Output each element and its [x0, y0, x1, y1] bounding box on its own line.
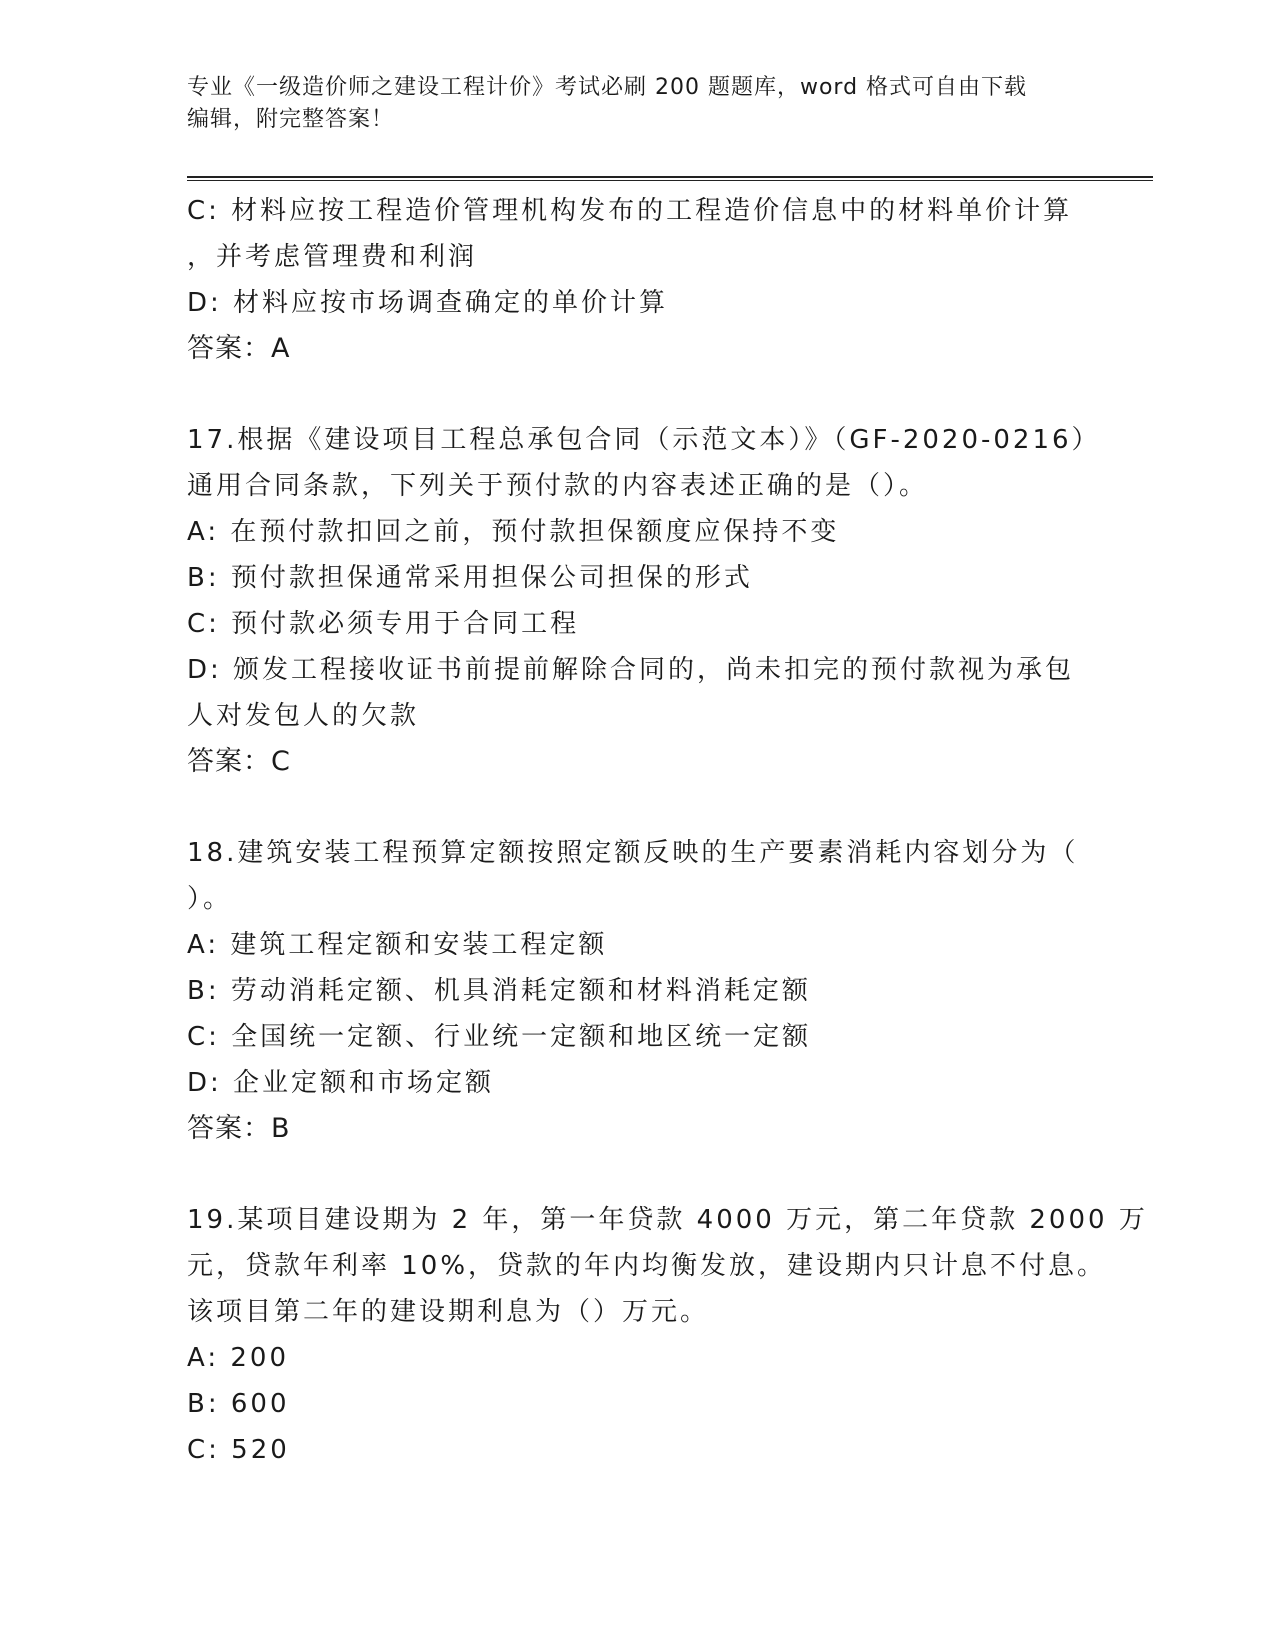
answer: 答案：C — [187, 746, 291, 777]
option-c-continued: ，并考虑管理费和利润 — [187, 242, 478, 272]
question-stem: 19.某项目建设期为 2 年，第一年贷款 4000 万元，第二年贷款 2000 万 — [187, 1205, 1148, 1235]
page-header — [187, 72, 1067, 136]
option-b: B: 劳动消耗定额、机具消耗定额和材料消耗定额 — [187, 976, 811, 1006]
option-a: A: 建筑工程定额和安装工程定额 — [187, 930, 608, 960]
question-stem-continued: 通用合同条款，下列关于预付款的内容表述正确的是（）。 — [187, 471, 929, 501]
question-stem: 18.建筑安装工程预算定额按照定额反映的生产要素消耗内容划分为（ — [187, 838, 1079, 868]
header-divider — [187, 176, 1153, 181]
option-d: D: 企业定额和市场定额 — [187, 1068, 495, 1098]
option-b: B: 预付款担保通常采用担保公司担保的形式 — [187, 563, 753, 593]
option-d-continued: 人对发包人的欠款 — [187, 701, 420, 731]
question-18 — [187, 830, 1079, 1152]
option-d: D: 颁发工程接收证书前提前解除合同的，尚未扣完的预付款视为承包 — [187, 655, 1075, 685]
header-line-2: 编辑，附完整答案！ — [187, 107, 395, 132]
question-list — [187, 188, 1148, 1473]
question-stem: 17.根据《建设项目工程总承包合同（示范文本）》（GF-2020-0216） — [187, 425, 1101, 455]
question-19 — [187, 1197, 1148, 1473]
option-d: D: 材料应按市场调查确定的单价计算 — [187, 288, 669, 318]
option-a: A: 在预付款扣回之前，预付款担保额度应保持不变 — [187, 517, 840, 547]
header-line-1: 专业《一级造价师之建设工程计价》考试必刷 200 题题库，word 格式可自由下载 — [187, 75, 1028, 100]
option-c: C: 520 — [187, 1435, 290, 1465]
option-c: C: 全国统一定额、行业统一定额和地区统一定额 — [187, 1022, 812, 1052]
question-stem-continued: 该项目第二年的建设期利息为（）万元。 — [187, 1297, 710, 1327]
question-16-tail — [187, 188, 1073, 372]
question-stem-continued: 元，贷款年利率 10%，贷款的年内均衡发放，建设期内只计息不付息。 — [187, 1251, 1107, 1281]
option-a: A: 200 — [187, 1343, 289, 1373]
option-c: C: 预付款必须专用于合同工程 — [187, 609, 580, 639]
option-b: B: 600 — [187, 1389, 290, 1419]
option-c: C: 材料应按工程造价管理机构发布的工程造价信息中的材料单价计算 — [187, 196, 1073, 226]
spacer — [187, 785, 1067, 830]
question-stem-continued: ）。 — [187, 884, 233, 914]
answer: 答案：B — [187, 1113, 291, 1144]
answer: 答案：A — [187, 333, 291, 364]
question-17 — [187, 417, 1101, 785]
spacer — [187, 1152, 1067, 1197]
spacer — [187, 372, 1067, 417]
